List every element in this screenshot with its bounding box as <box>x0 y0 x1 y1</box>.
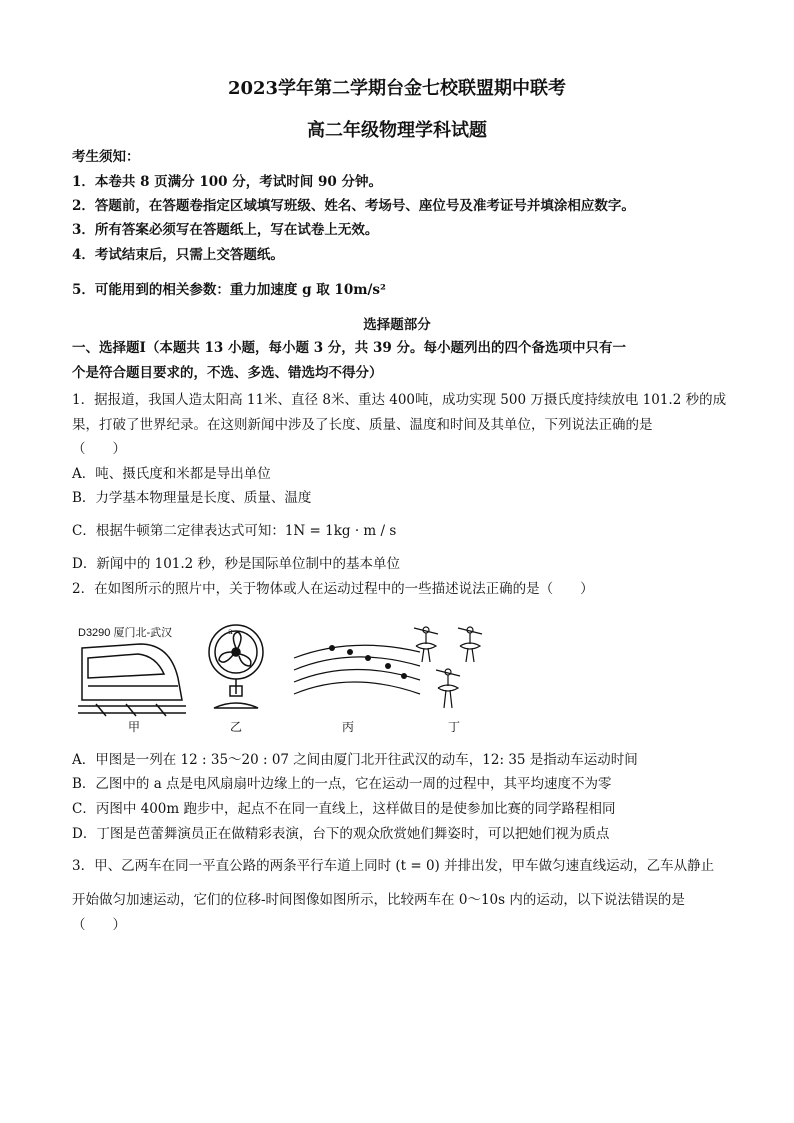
part-instructions: 一、选择题Ⅰ（本题共 13 小题，每小题 3 分，共 39 分。每小题列出的四个备选项中只有一 <box>72 340 626 356</box>
figure-label-yi: 乙 <box>230 720 243 734</box>
question-2-option-b: B．乙图中的 a 点是电风扇扇叶边缘上的一点，它在运动一周的过程中，其平均速度不为零 <box>72 776 612 792</box>
notice-item: 1．本卷共 8 页满分 100 分，考试时间 90 分钟。 <box>72 174 382 190</box>
question-2-stem: 2．在如图所示的照片中，关于物体或人在运动过程中的一些描述说法正确的是（ ） <box>72 581 594 597</box>
notice-item: 2．答题前，在答题卷指定区域填写班级、姓名、考场号、座位号及准考证号并填涂相应数字。 <box>72 198 635 214</box>
figure-label-ding: 丁 <box>448 720 461 734</box>
figure-label-jia: 甲 <box>128 720 141 734</box>
exam-subtitle: 高二年级物理学科试题 <box>307 120 487 141</box>
figure-label-bing: 丙 <box>342 720 355 734</box>
question-1-option-b: B．力学基本物理量是长度、质量、温度 <box>72 490 312 506</box>
question-2-option-d: D．丁图是芭蕾舞演员正在做精彩表演，台下的观众欣赏她们舞姿时，可以把她们视为质点 <box>72 826 610 842</box>
question-2-option-c: C．丙图中 400m 跑步中，起点不在同一直线上，这样做目的是使参加比赛的同学路程相同 <box>72 801 616 817</box>
fan-image <box>204 622 268 714</box>
question-2-option-a: A．甲图是一列在 12 : 35～20 : 07 之间由厦门北开往武汉的动车，12: 35 是指动车运动时间 <box>72 752 638 768</box>
svg-text:a: a <box>228 627 233 636</box>
question-1-stem: （ ） <box>72 441 126 457</box>
notice-item: 5．可能用到的相关参数：重力加速度 g 取 10m/s² <box>72 282 386 298</box>
question-1-option-d: D．新闻中的 101.2 秒，秒是国际单位制中的基本单位 <box>72 556 401 572</box>
train-image <box>78 638 188 718</box>
train-sign: D3290 厦门北-武汉 <box>78 627 173 639</box>
question-1-stem: 果，打破了世界纪录。在这则新闻中涉及了长度、质量、温度和时间及其单位，下列说法正确的是 <box>72 417 653 433</box>
part-instructions: 个是符合题目要求的，不选、多选、错选均不得分） <box>72 365 383 381</box>
notice-item: 4．考试结束后，只需上交答题纸。 <box>72 247 284 263</box>
exam-title: 2023学年第二学期台金七校联盟期中联考 <box>227 78 567 99</box>
question-3-stem: 3．甲、乙两车在同一平直公路的两条平行车道上同时 (t = 0) 并排出发，甲车做匀速直线运动，乙车从静止 <box>72 858 715 874</box>
question-1-stem: 1．据报道，我国人造太阳高 11米、直径 8米、重达 400吨，成功实现 500 万摄氏度持续放电 101.2 秒的成 <box>72 392 727 408</box>
notice-heading: 考生须知： <box>72 149 140 165</box>
question-1-option-c: C．根据牛顿第二定律表达式可知：1N = 1kg · m / s <box>72 523 397 539</box>
question-3-stem: （ ） <box>72 917 126 933</box>
section-title: 选择题部分 <box>363 317 431 333</box>
question-1-option-a: A．吨、摄氏度和米都是导出单位 <box>72 466 271 482</box>
notice-item: 3．所有答案必须写在答题纸上，写在试卷上无效。 <box>72 222 379 238</box>
ballet-image <box>404 622 504 714</box>
question-3-stem: 开始做匀加速运动，它们的位移-时间图像如图所示，比较两车在 0～10s 内的运动，以下说法错误的是 <box>72 892 685 908</box>
track-image <box>292 628 422 708</box>
question-2-figure <box>78 622 718 737</box>
